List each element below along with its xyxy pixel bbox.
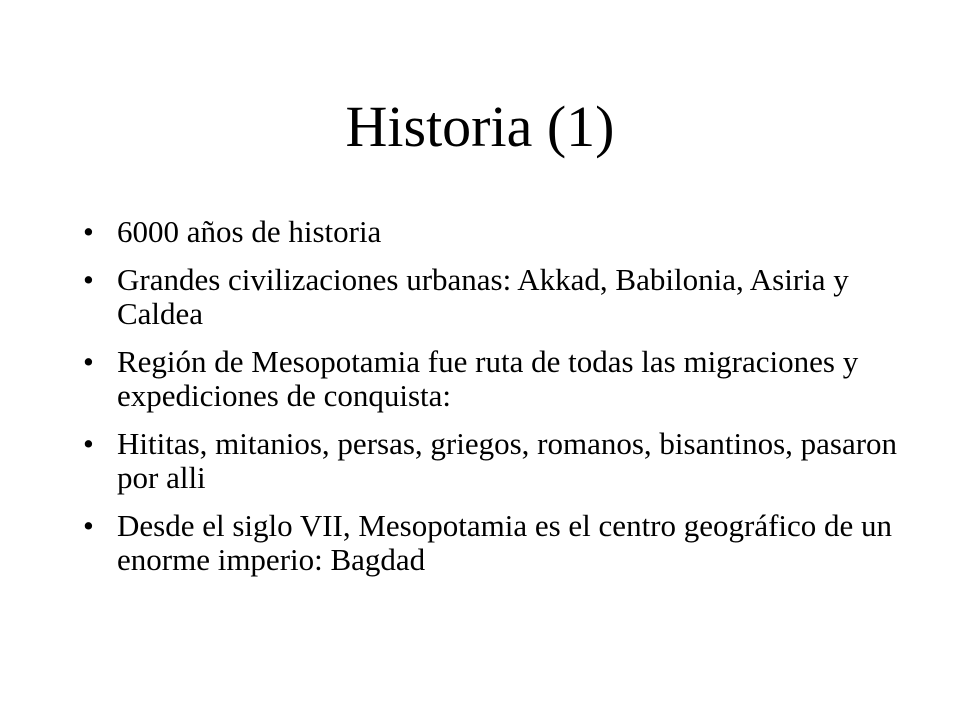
bullet-item	[80, 427, 900, 495]
bullet-icon: •	[83, 344, 94, 379]
bullet-text: Grandes civilizaciones urbanas: Akkad, Babilonia, Asiria y Caldea	[117, 262, 849, 331]
bullet-item	[80, 215, 900, 249]
bullet-text: 6000 años de historia	[117, 214, 382, 249]
bullet-icon: •	[83, 214, 94, 249]
bullet-text: Desde el siglo VII, Mesopotamia es el centro geográfico de un enorme imperio: Bagdad	[117, 508, 893, 577]
bullet-icon: •	[83, 262, 94, 297]
slide-title: Historia (1)	[345, 94, 615, 159]
bullet-item	[80, 509, 900, 577]
bullet-text: Región de Mesopotamia fue ruta de todas las migraciones y expediciones de conquista:	[117, 344, 859, 413]
bullet-item	[80, 345, 900, 413]
bullet-text: Hititas, mitanios, persas, griegos, romanos, bisantinos, pasaron por alli	[117, 426, 898, 495]
bullet-item	[80, 263, 900, 331]
bullet-list	[80, 215, 900, 591]
bullet-icon: •	[83, 426, 94, 461]
bullet-icon: •	[83, 508, 94, 543]
